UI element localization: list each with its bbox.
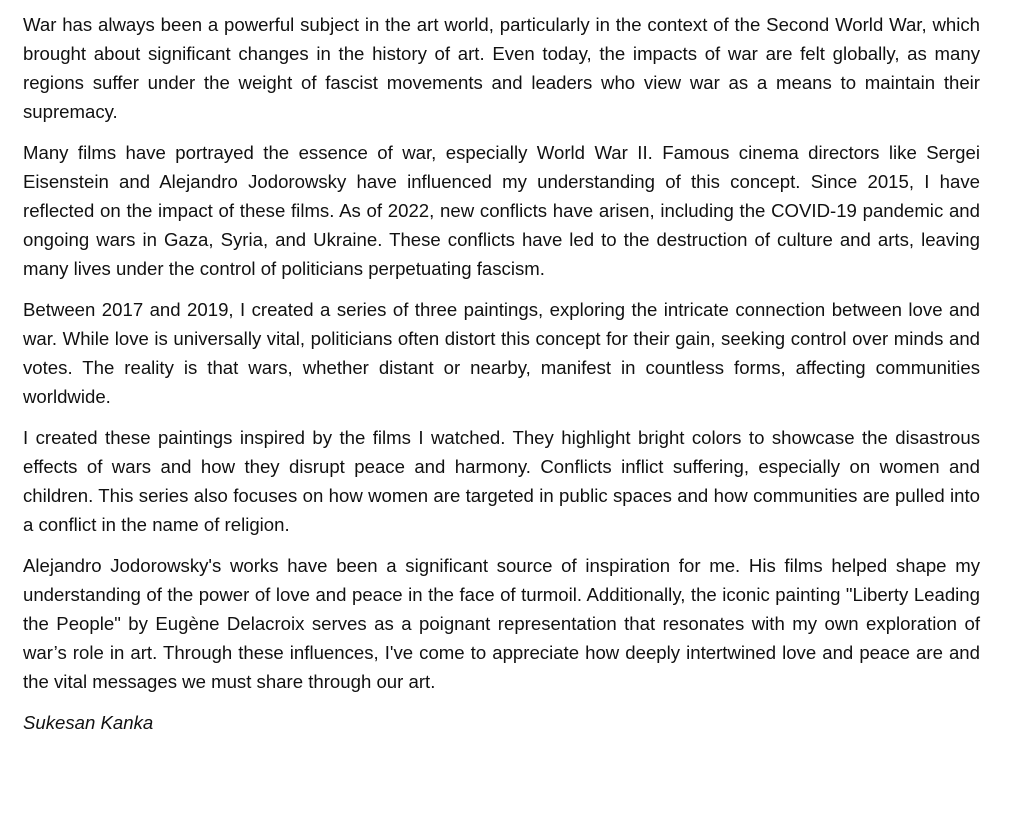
paragraph-painting-series: Between 2017 and 2019, I created a series of three paintings, exploring the intricate connection between love and war. While love is universally vital, politicians often distort this concept for their gain, seeking control over minds and votes. The reality is that wars, whether distant or nearby, manifest in countless forms, affecting communities worldwide. bbox=[23, 299, 980, 407]
paragraph-films-influence: Many films have portrayed the essence of war, especially World War II. Famous cinema directors like Sergei Eisenstein and Alejandro Jodorowsky have influenced my understanding of this concept. Since 2015, I have reflected on the impact of these films. As of 2022, new conflicts have arisen, including the COVID-19 pandemic and ongoing wars in Gaza, Syria, and Ukraine. These conflicts have led to the destruction of culture and arts, leaving many lives under the control of politicians perpetuating fascism. bbox=[23, 142, 980, 279]
paragraph-painting-inspiration: I created these paintings inspired by the films I watched. They highlight bright colors to showcase the disastrous effects of wars and how they disrupt peace and harmony. Conflicts inflict suffering, especially on women and children. This series also focuses on how women are targeted in public spaces and how communities are pulled into a conflict in the name of religion. bbox=[23, 427, 980, 535]
author-signature: Sukesan Kanka bbox=[23, 712, 154, 733]
paragraph-war-subject: War has always been a powerful subject in the art world, particularly in the context of the Second World War, which brought about significant changes in the history of art. Even today, the impacts of war are felt globally, as many regions suffer under the weight of fascist movements and leaders who view war as a means to maintain their supremacy. bbox=[23, 14, 980, 122]
paragraph-jodorowsky-delacroix: Alejandro Jodorowsky's works have been a significant source of inspiration for me. His films helped shape my understanding of the power of love and peace in the face of turmoil. Additionally, the iconic painting "Liberty Leading the People" by Eugène Delacroix serves as a poignant representation that resonates with my own exploration of war’s role in art. Through these influences, I've come to appreciate how deeply intertwined love and peace are and the vital messages we must share through our art. bbox=[23, 555, 980, 692]
